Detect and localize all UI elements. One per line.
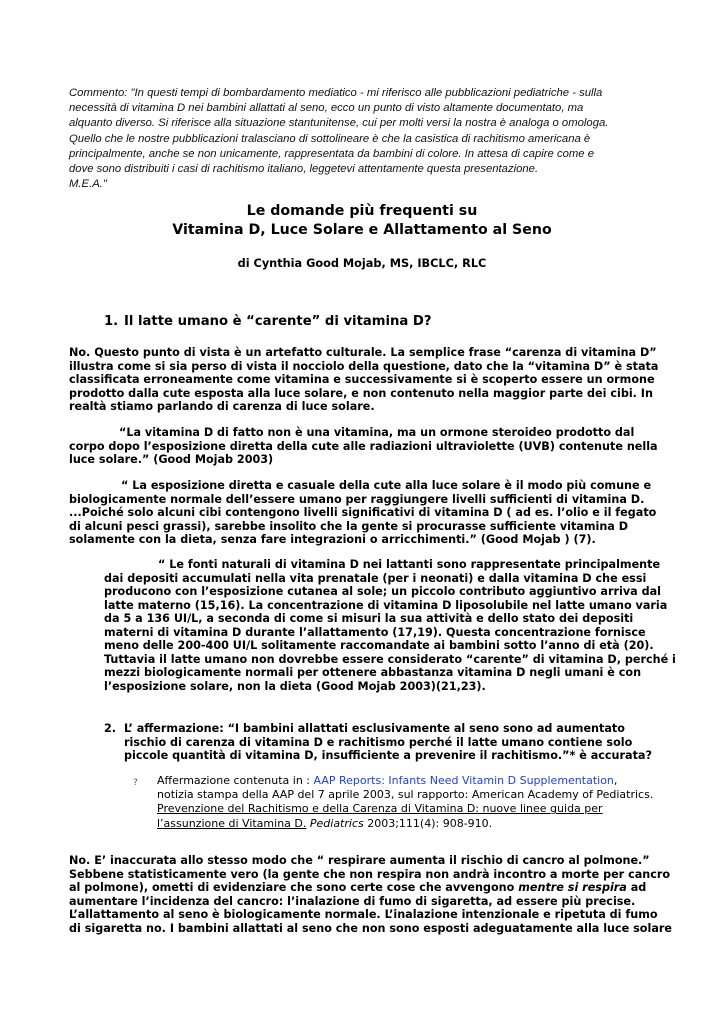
paragraph-line: “ La esposizione diretta e casuale della cute alla luce solare è il modo più comune e <box>121 479 652 492</box>
comment-line: dove sono distribuiti i casi di rachitismo italiano, leggetevi attentamente questa presentazione. <box>69 163 539 176</box>
section-1-number: 1. <box>104 314 119 329</box>
section-1-heading <box>104 314 432 329</box>
paragraph-line: realtà stiamo parlando di carenza di luce solare. <box>69 400 375 413</box>
paragraph-line: aumentare l’incidenza del cancro: l’inalazione di fumo di sigaretta, ad essere più precise. <box>69 894 636 908</box>
answer-2-paragraph <box>69 854 672 935</box>
emphasis-text: mentre si respira <box>518 881 627 894</box>
bullet-icon: ? <box>133 778 138 788</box>
paragraph-line: mezzi biologicamente normali per ottenere abbastanza vitamina D negli umani è con <box>104 666 642 679</box>
paragraph-line: di alcuni pesci grassi), sarebbe insolito che la gente si procurasse sufficiente vitamina D <box>69 519 629 533</box>
question-line: L’ affermazione: “I bambini allattati esclusivamente al seno sono ad aumentato <box>124 722 625 735</box>
comment-line: principalmente, anche se non unicamente, rappresentata da bambini di colore. In attesa di capire come e <box>69 147 594 160</box>
paragraph-line: Tuttavia il latte umano non dovrebbe essere considerato “carente” di vitamina D, perché i <box>104 652 676 666</box>
paragraph-line: “ Le fonti naturali di vitamina D nei lattanti sono rappresentate principalmente <box>158 558 661 571</box>
paragraph-line: solamente con la dieta, senza fare integrazioni o arricchimenti.” (Good Mojab ) (7). <box>69 533 596 546</box>
paragraph-line: da 5 a 136 UI/L, a seconda di come si misuri la sua attività e dello stato dei depositi <box>104 612 634 625</box>
document-title-line-2: Vitamina D, Luce Solare e Allattamento al Seno <box>172 222 552 238</box>
paragraph-line: corpo dopo l’esposizione diretta della cute alle radiazioni ultraviolette (UVB) contenute nella <box>69 439 658 453</box>
reference-line <box>157 817 653 831</box>
question-line: rischio di carenza di vitamina D e rachitismo perché il latte umano contiene solo <box>124 735 633 749</box>
line-text: ad <box>626 881 647 894</box>
aap-report-link[interactable]: AAP Reports: Infants Need Vitamin D Supplementation <box>313 774 614 787</box>
comment-line: M.E.A." <box>69 178 107 191</box>
paragraph-line: latte materno (15,16). La concentrazione di vitamina D liposolubile nel latte umano varia <box>104 598 668 612</box>
paragraph-line: “La vitamina D di fatto non è una vitamina, ma un ormone steroideo prodotto dal <box>119 426 635 439</box>
comment-line: alquanto diverso. Si riferisce alla situazione stantunitense, cui per molti versi la nostra è analoga o omologa. <box>69 117 609 130</box>
paragraph-line: L’allattamento al seno è biologicamente normale. L’inalazione intenzionale e ripetuta di fumo <box>69 908 658 921</box>
reference-line <box>157 774 653 788</box>
section-1-title: Il latte umano è “carente” di vitamina D? <box>124 314 432 329</box>
comment-line: Quello che le nostre pubblicazioni tralasciano di sottolineare è che la casistica di rachitismo americana è <box>69 132 591 145</box>
reference-comma: , <box>613 774 618 787</box>
paragraph-line: dai depositi accumulati nella vita prenatale (per i neonati) e dalla vitamina D che essi <box>104 571 647 585</box>
citation-detail: 2003;111(4): 908-910. <box>363 816 493 830</box>
answer-1-paragraph <box>69 346 658 414</box>
paragraph-line: classificata erroneamente come vitamina e successivamente si è scoperto essere un ormone <box>69 373 655 386</box>
document-title-line-1: Le domande più frequenti su <box>246 203 478 219</box>
comment-line: Commento: "In questi tempi di bombardamento mediatico - mi riferisco alle pubblicazioni pediatriche - sulla <box>69 87 603 99</box>
journal-name: Pediatrics <box>309 816 364 830</box>
comment-line: necessità di vitamina D nei bambini allattati al seno, ecco un punto di visto altamente documentato, ma <box>69 102 584 115</box>
author-byline: di Cynthia Good Mojab, MS, IBCLC, RLC <box>237 257 487 270</box>
reference-title-link-end[interactable]: l’assunzione di Vitamina D. <box>157 816 307 830</box>
paragraph-line: No. E’ inaccurata allo stesso modo che “ respirare aumenta il rischio di cancro al polmone.” <box>69 854 650 867</box>
paragraph-line: biologicamente normale dell’essere umano per raggiungere livelli sufficienti di vitamina D. <box>69 492 645 506</box>
editor-comment <box>69 86 659 192</box>
paragraph-line: prodotto dalla cute esposta alla luce solare, e non contenuto nella maggior parte dei cibi. In <box>69 386 653 400</box>
paragraph-line: Sebbene statisticamente vero (la gente che non respira non andrà incontro a morte per cancro <box>69 867 671 881</box>
paragraph-line <box>69 881 672 895</box>
paragraph-line: illustra come si sia perso di vista il nocciolo della questione, dato che la “vitamina D” è stata <box>69 359 659 373</box>
quote-1-paragraph <box>69 426 658 467</box>
paragraph-line: producono con l’esposizione cutanea al sole; un piccolo contributo aggiuntivo arriva dal <box>104 585 661 598</box>
reference-line: notizia stampa della AAP del 7 aprile 2003, sul rapporto: American Academy of Pediatrics. <box>157 788 654 802</box>
quote-2-paragraph <box>69 479 656 547</box>
question-line: piccole quantità di vitamina D, insufficiente a prevenire il rachitismo.”* è accurata? <box>124 749 652 762</box>
paragraph-line: di sigaretta no. I bambini allattati al seno che non sono esposti adeguatamente alla luce solare <box>69 921 672 935</box>
line-text: al polmone), ometti di evidenziare che sono certe cose che avvengono <box>69 881 519 894</box>
paragraph-line: No. Questo punto di vista è un artefatto culturale. La semplice frase “carenza di vitamina D” <box>69 346 657 359</box>
reference-title-link[interactable]: Prevenzione del Rachitismo e della Carenza di Vitamina D: nuove linee guida per <box>157 802 603 816</box>
section-2-number: 2. <box>104 722 117 735</box>
paragraph-line: meno delle 200-400 UI/L solitamente raccomandate ai bambini sotto l’anno di età (20). <box>104 639 654 652</box>
paragraph-line: l’esposizione solare, non la dieta (Good Mojab 2003)(21,23). <box>104 679 486 693</box>
reference-prefix: Affermazione contenuta in : <box>157 774 314 787</box>
paragraph-line: luce solare.” (Good Mojab 2003) <box>69 453 274 466</box>
quote-3-paragraph <box>104 558 676 693</box>
paragraph-line: materni di vitamina D durante l’allattamento (17,19). Questa concentrazione fornisce <box>104 625 646 639</box>
paragraph-line: ...Poiché solo alcuni cibi contengono livelli significativi di vitamina D ( ad es. l’olio e il fegato <box>69 506 657 519</box>
